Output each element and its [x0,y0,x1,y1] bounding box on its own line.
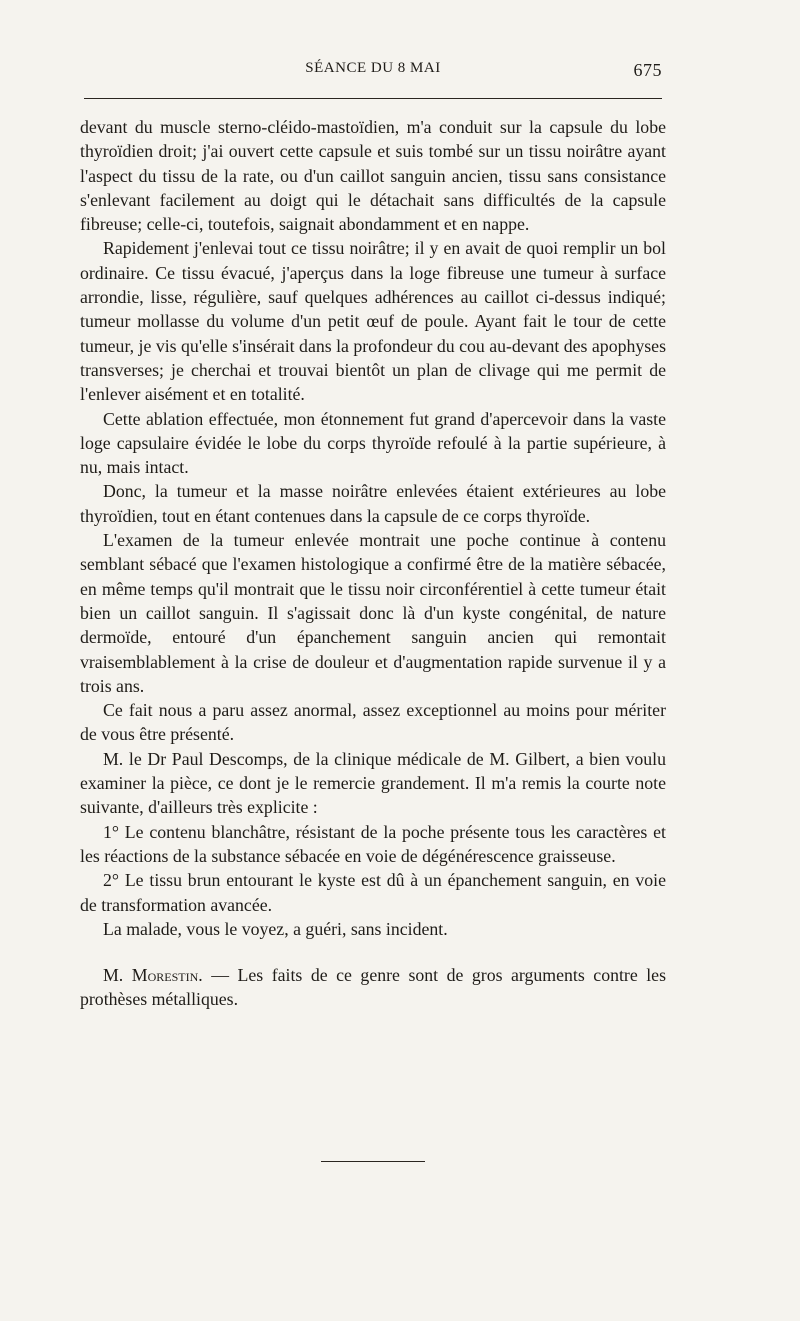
paragraph: Rapidement j'enlevai tout ce tissu noirâtre; il y en avait de quoi remplir un bol ordinaire. Ce tissu évacué, j'aperçus dans la loge fibreuse une tumeur à surface arrondie, lisse, régulière, sauf quelques adhérences au caillot ci-dessus indiqué; tumeur mollasse du volume d'un petit œuf de poule. Ayant fait le tour de cette tumeur, je vis qu'elle s'insérait dans la profondeur du cou au-devant des apophyses transverses; je cherchai et trouvai bientôt un plan de clivage qui me permit de l'enlever aisément et en totalité. [80,238,666,405]
running-head [84,60,662,84]
discussion-text: — Les faits de ce genre sont de gros arguments contre les prothèses métalliques. [80,965,666,1010]
paragraph-continued: devant du muscle sterno-cléido-mastoïdien, m'a conduit sur la capsule du lobe thyroïdien droit; j'ai ouvert cette capsule et suis tombé sur un tissu noirâtre ayant l'aspect du tissu de la rate, ou d'un caillot sanguin ancien, tissu sans consistance s'enlevant facilement au doigt qui le détachait sans difficultés de la capsule fibreuse; celle-ci, toutefois, saignait abondamment et en nappe. [80,117,666,235]
closing-rule [321,1161,425,1162]
paragraph: La malade, vous le voyez, a guéri, sans incident. [103,918,448,939]
discussion-paragraph [80,963,666,1012]
header-rule [84,98,662,99]
speaker-name: M. Morestin. [103,965,203,986]
paragraph: Cette ablation effectuée, mon étonnement fut grand d'apercevoir dans la vaste loge capsulaire évidée le lobe du corps thyroïde refoulé à la partie supérieure, à nu, mais intact. [80,408,666,478]
note-item: 2° Le tissu brun entourant le kyste est dû à un épanchement sanguin, en voie de transformation avancée. [80,870,666,915]
paragraph: M. le Dr Paul Descomps, de la clinique médicale de M. Gilbert, a bien voulu examiner la pièce, ce dont je le remercie grandement. Il m'a remis la courte note suivante, d'ailleurs très explicite : [80,748,666,818]
paragraph: L'examen de la tumeur enlevée montrait une poche continue à contenu semblant sébacé que l'examen histologique a confirmé être de la matière sébacée, en même temps qu'il montrait que le tissu noir circonférentiel à cette tumeur était bien un caillot sanguin. Il s'agissait donc là d'un kyste congénital, de nature dermoïde, entouré d'un épanchement sanguin ancien qui remontait vraisemblablement à la crise de douleur et d'augmentation rapide survenue il y a trois ans. [80,530,666,696]
running-head-title: SÉANCE DU 8 MAI [305,60,441,76]
paragraph: Ce fait nous a paru assez anormal, assez exceptionnel au moins pour mériter de vous être présenté. [80,700,666,745]
page-number: 675 [633,60,662,80]
paragraph: Donc, la tumeur et la masse noirâtre enlevées étaient extérieures au lobe thyroïdien, tout en étant contenues dans la capsule de ce corps thyroïde. [80,481,666,526]
body-text [80,115,666,1012]
note-item: 1° Le contenu blanchâtre, résistant de la poche présente tous les caractères et les réactions de la substance sébacée en voie de dégénérescence graisseuse. [80,821,666,866]
